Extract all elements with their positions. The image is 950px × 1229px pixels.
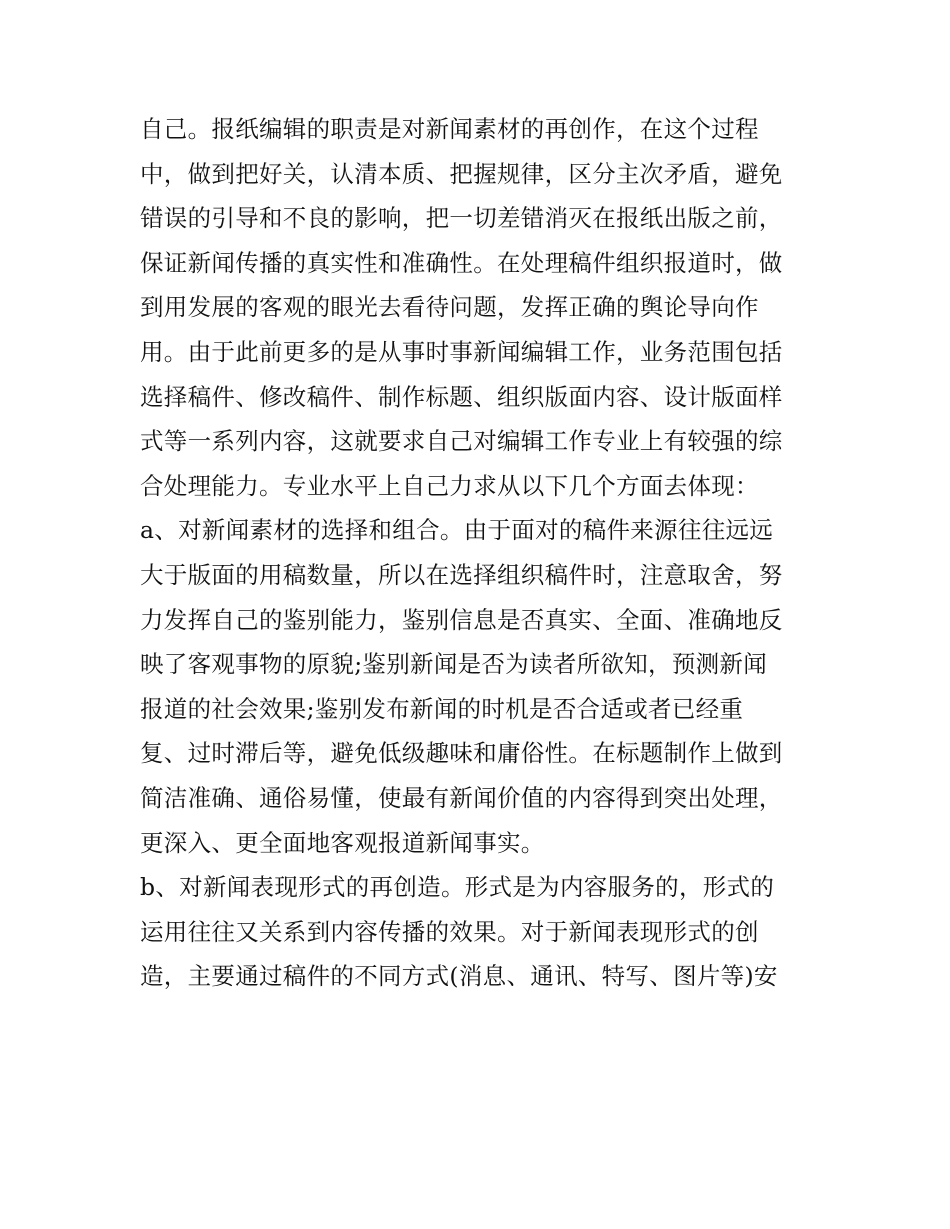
text-line: 到用发展的客观的眼光去看待问题，发挥正确的舆论导向作: [140, 293, 759, 322]
text-line: 造，主要通过稿件的不同方式(消息、通讯、特写、图片等)安: [140, 962, 778, 991]
text-line: 自己。报纸编辑的职责是对新闻素材的再创作，在这个过程: [140, 115, 759, 143]
text-line: 保证新闻传播的真实性和准确性。在处理稿件组织报道时，做: [140, 248, 783, 277]
text-line: 式等一系列内容，这就要求自己对编辑工作专业上有较强的综: [140, 427, 783, 456]
text-line: 简洁准确、通俗易懂，使最有新闻价值的内容得到突出处理，: [140, 783, 783, 812]
text-line: 运用往往又关系到内容传播的效果。对于新闻表现形式的创: [140, 917, 759, 946]
text-line: b、对新闻表现形式的再创造。形式是为内容服务的，形式的: [140, 873, 775, 902]
text-line: a、对新闻素材的选择和组合。由于面对的稿件来源往往远远: [140, 516, 774, 545]
body-text: [140, 107, 820, 999]
text-line: 合处理能力。专业水平上自己力求从以下几个方面去体现：: [140, 471, 759, 500]
text-line: 错误的引导和不良的影响，把一切差错消灭在报纸出版之前，: [140, 204, 783, 233]
text-line: 复、过时滞后等，避免低级趣味和庸俗性。在标题制作上做到: [140, 739, 783, 768]
text-line: 大于版面的用稿数量，所以在选择组织稿件时，注意取舍，努: [140, 560, 783, 589]
text-line: 力发挥自己的鉴别能力，鉴别信息是否真实、全面、准确地反: [140, 605, 783, 634]
text-line: 更深入、更全面地客观报道新闻事实。: [140, 828, 545, 857]
text-line: 选择稿件、修改稿件、制作标题、组织版面内容、设计版面样: [140, 382, 783, 411]
text-line: 报道的社会效果;鉴别发布新闻的时机是否合适或者已经重: [140, 694, 744, 723]
text-line: 中，做到把好关，认清本质、把握规律，区分主次矛盾，避免: [140, 159, 783, 188]
text-line: 映了客观事物的原貌;鉴别新闻是否为读者所欲知，预测新闻: [140, 650, 768, 679]
text-line: 用。由于此前更多的是从事时事新闻编辑工作，业务范围包括: [140, 337, 783, 366]
